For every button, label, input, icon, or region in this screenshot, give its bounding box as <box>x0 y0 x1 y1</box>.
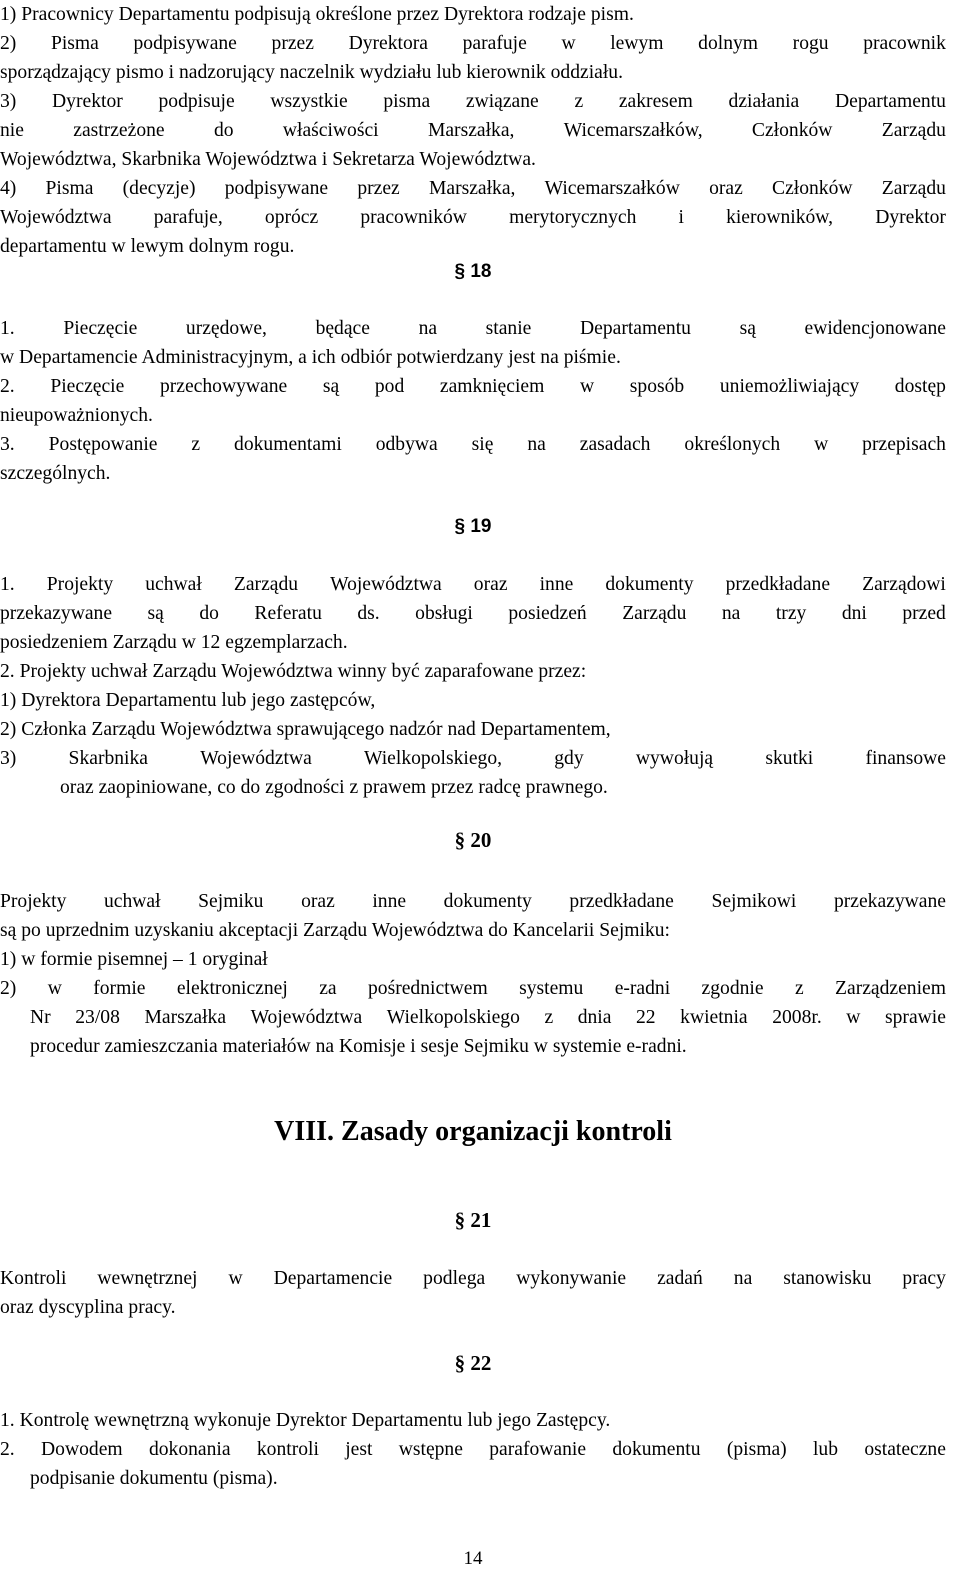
text-line: szczególnych. <box>0 463 111 484</box>
text-line: 3. Postępowanie z dokumentami odbywa się na zasadach określonych w przepisach <box>0 434 946 455</box>
text-line: Województwa parafuje, oprócz pracowników merytorycznych i kierowników, Dyrektor <box>0 207 946 228</box>
text-line: 4) Pisma (decyzje) podpisywane przez Marszałka, Wicemarszałków oraz Członków Zarządu <box>0 178 946 199</box>
text-line: Projekty uchwał Sejmiku oraz inne dokumenty przedkładane Sejmikowi przekazywane <box>0 891 946 912</box>
text-line: 2. Dowodem dokonania kontroli jest wstępne parafowanie dokumentu (pisma) lub ostateczne <box>0 1439 946 1460</box>
section-heading: § 21 <box>454 1208 492 1232</box>
text-line: 2) Członka Zarządu Województwa sprawującego nadzór nad Departamentem, <box>0 719 611 740</box>
text-line: oraz dyscyplina pracy. <box>0 1297 176 1318</box>
page-number: 14 <box>463 1548 483 1569</box>
section-heading: § 22 <box>454 1351 492 1375</box>
section-heading: § 20 <box>454 828 492 852</box>
text-line: 2) w formie elektronicznej za pośrednictwem systemu e-radni zgodnie z Zarządzeniem <box>0 978 946 999</box>
text-line: Województwa, Skarbnika Województwa i Sekretarza Województwa. <box>0 149 536 170</box>
text-line: Kontroli wewnętrznej w Departamencie podlega wykonywanie zadań na stanowisku pracy <box>0 1268 946 1289</box>
text-line: 3) Dyrektor podpisuje wszystkie pisma związane z zakresem działania Departamentu <box>0 91 946 112</box>
text-line: Nr 23/08 Marszałka Województwa Wielkopolskiego z dnia 22 kwietnia 2008r. w sprawie <box>30 1007 946 1028</box>
text-line: departamentu w lewym dolnym rogu. <box>0 236 295 257</box>
text-line: 1. Projekty uchwał Zarządu Województwa oraz inne dokumenty przedkładane Zarządowi <box>0 574 946 595</box>
text-line: 1) w formie pisemnej – 1 oryginał <box>0 949 268 970</box>
text-line: posiedzeniem Zarządu w 12 egzemplarzach. <box>0 632 348 653</box>
text-line: są po uprzednim uzyskaniu akceptacji Zarządu Województwa do Kancelarii Sejmiku: <box>0 920 671 941</box>
text-line: oraz zaopiniowane, co do zgodności z prawem przez radcę prawnego. <box>60 777 608 798</box>
text-line: 2. Pieczęcie przechowywane są pod zamknięciem w sposób uniemożliwiający dostęp <box>0 376 946 397</box>
text-line: nieupoważnionych. <box>0 405 153 426</box>
text-line: 1. Pieczęcie urzędowe, będące na stanie Departamentu są ewidencjonowane <box>0 318 946 339</box>
text-line: 1. Kontrolę wewnętrzną wykonuje Dyrektor Departamentu lub jego Zastępcy. <box>0 1410 611 1431</box>
chapter-heading: VIII. Zasady organizacji kontroli <box>274 1116 672 1147</box>
section-heading: § 18 <box>454 261 492 282</box>
text-line: w Departamencie Administracyjnym, a ich odbiór potwierdzany jest na piśmie. <box>0 347 621 368</box>
text-line: 2) Pisma podpisywane przez Dyrektora parafuje w lewym dolnym rogu pracownik <box>0 33 946 54</box>
text-line: procedur zamieszczania materiałów na Komisje i sesje Sejmiku w systemie e-radni. <box>30 1036 687 1057</box>
text-line: nie zastrzeżone do właściwości Marszałka, Wicemarszałków, Członków Zarządu <box>0 120 946 141</box>
text-line: 1) Pracownicy Departamentu podpisują określone przez Dyrektora rodzaje pism. <box>0 4 634 25</box>
text-line: sporządzający pismo i nadzorujący naczelnik wydziału lub kierownik oddziału. <box>0 62 623 83</box>
text-line: podpisanie dokumentu (pisma). <box>30 1468 278 1489</box>
text-line: 1) Dyrektora Departamentu lub jego zastępców, <box>0 690 376 711</box>
text-line: 2. Projekty uchwał Zarządu Województwa winny być zaparafowane przez: <box>0 661 587 682</box>
text-line: 3) Skarbnika Województwa Wielkopolskiego, gdy wywołują skutki finansowe <box>0 748 946 769</box>
text-line: przekazywane są do Referatu ds. obsługi posiedzeń Zarządu na trzy dni przed <box>0 603 946 624</box>
section-heading: § 19 <box>454 516 492 537</box>
